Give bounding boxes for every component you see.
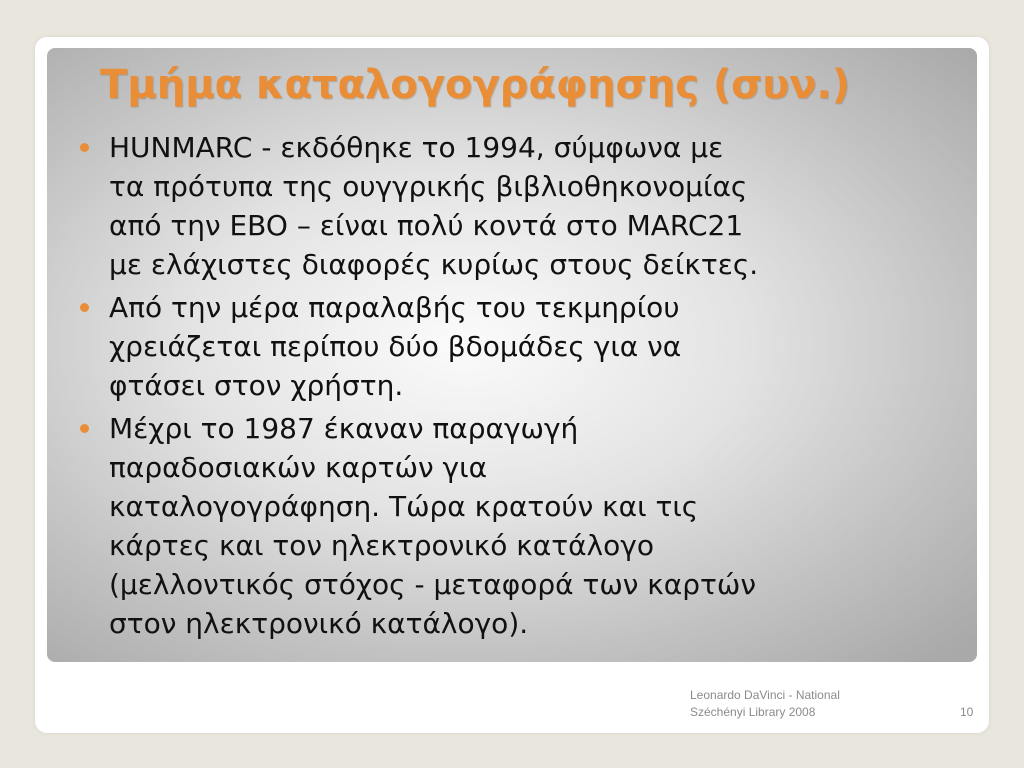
bullet-dot-icon [80, 143, 89, 152]
bullet-item [78, 288, 958, 405]
bullet-text: Μέχρι το 1987 έκαναν παραγωγή παραδοσιακών καρτών για καταλογογράφηση. Τώρα κρατούν και τις κάρτες και τον ηλεκτρονικό κατάλογο (μελλοντικός στόχος - μεταφορά των καρτών στον ηλεκτρονικό κατάλογο). [109, 412, 756, 640]
bullet-item [78, 128, 958, 284]
bullet-list [78, 128, 958, 647]
bullet-text: Από την μέρα παραλαβής του τεκμηρίου χρειάζεται περίπου δύο βδομάδες για να φτάσει στον χρήστη. [109, 291, 682, 402]
footer-text: Leonardo DaVinci - National Széchényi Library 2008 [690, 688, 840, 719]
page-number: 10 [960, 705, 974, 719]
bullet-text: HUNMARC - εκδόθηκε το 1994, σύμφωνα με τα πρότυπα της ουγγρικής βιβλιοθηκονομίας από την EBO – είναι πολύ κοντά στο MARC21 με ελάχιστες διαφορές κυρίως στους δείκτες. [109, 131, 759, 281]
bullet-dot-icon [80, 303, 89, 312]
bullet-item [78, 409, 958, 643]
slide-title: Τμήμα καταλογογράφησης (συν.) [100, 62, 851, 108]
bullet-dot-icon [80, 424, 89, 433]
